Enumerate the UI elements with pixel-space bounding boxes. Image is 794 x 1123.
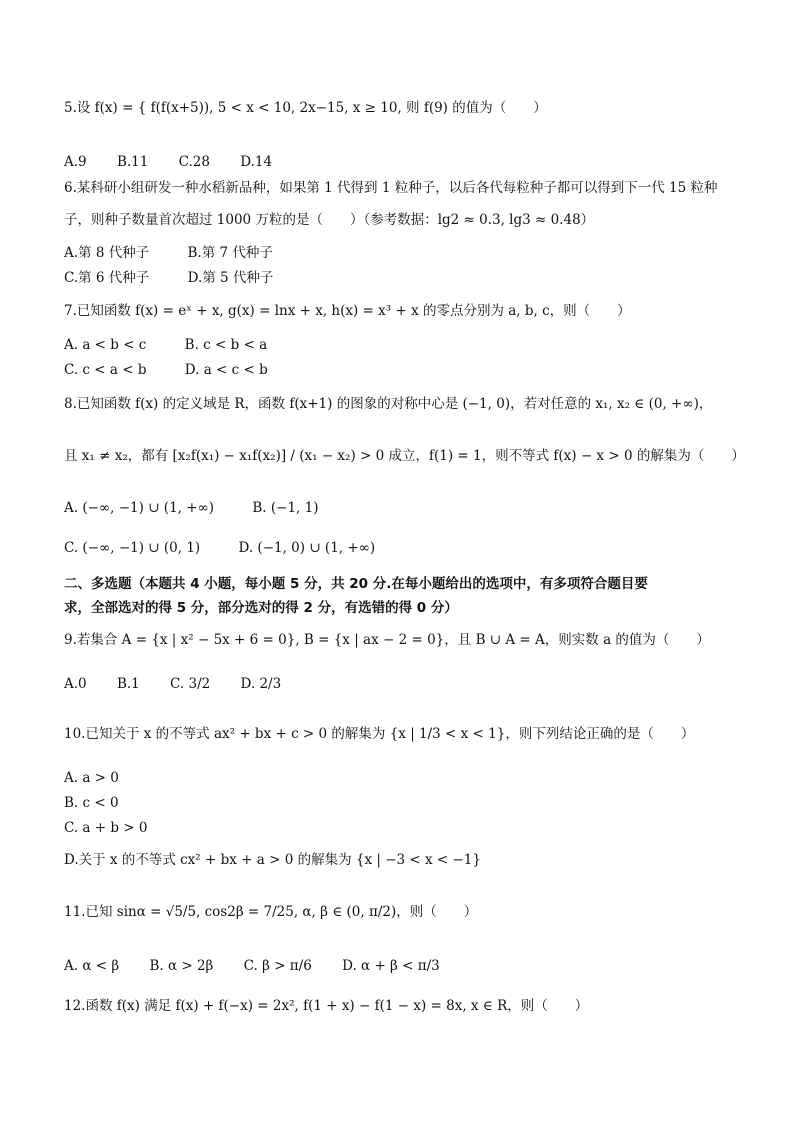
- question-5-option-d: D.14: [240, 154, 273, 170]
- question-8-line-2: 且 x₁ ≠ x₂，都有 [x₂f(x₁) − x₁f(x₂)] / (x₁ − x₂) > 0 成立，f(1) = 1，则不等式 f(x) − x > 0 的解集为（ ）: [64, 448, 745, 464]
- question-9-option-d: D. 2/3: [240, 676, 282, 692]
- question-7-stem: 7.已知函数 f(x) = eˣ + x, g(x) = lnx + x, h(x) = x³ + x 的零点分别为 a, b, c，则（ ）: [64, 303, 631, 319]
- question-8-options-row-1: [64, 500, 352, 516]
- question-6-option-d: D.第 5 代种子: [187, 270, 274, 286]
- question-12-stem: 12.函数 f(x) 满足 f(x) + f(−x) = 2x², f(1 + x) − f(1 − x) = 8x, x ∈ R，则（ ）: [64, 998, 589, 1014]
- question-8-option-d: D. (−1, 0) ∪ (1, +∞): [238, 540, 376, 556]
- question-10-option-c: C. a + b > 0: [64, 820, 148, 836]
- question-5: [64, 100, 547, 116]
- question-8-options-row-2: [64, 540, 409, 556]
- question-7-options-row-1: [64, 337, 301, 353]
- question-9-option-a: A.0: [64, 676, 87, 692]
- question-9-option-b: B.1: [116, 676, 140, 692]
- question-9-option-c: C. 3/2: [170, 676, 211, 692]
- question-10-option-a: A. a > 0: [64, 770, 119, 786]
- question-5-option-c: C.28: [178, 154, 210, 170]
- question-11-option-c: C. β > π/6: [243, 958, 312, 974]
- question-6-line-1: 6.某科研小组研发一种水稻新品种，如果第 1 代得到 1 粒种子，以后各代每粒种子都可以得到下一代 15 粒种: [64, 180, 718, 196]
- question-11-option-a: A. α < β: [64, 958, 120, 974]
- question-6-option-c: C.第 6 代种子: [64, 270, 150, 286]
- question-7-option-d: D. a < c < b: [184, 362, 268, 378]
- question-7-option-a: A. a < b < c: [64, 337, 147, 353]
- question-6-options-row-1: [64, 245, 307, 261]
- question-6-options-row-2: [64, 270, 307, 286]
- question-10-option-d: D.关于 x 的不等式 cx² + bx + a > 0 的解集为 {x | −3 < x < −1}: [64, 852, 481, 868]
- section-2-heading-line-1: 二、多选题（本题共 4 小题，每小题 5 分，共 20 分.在每小题给出的选项中，有多项符合题目要: [64, 576, 648, 592]
- question-7-options-row-2: [64, 362, 302, 378]
- section-2-heading-line-2: 求，全部选对的得 5 分，部分选对的得 2 分，有选错的得 0 分）: [64, 600, 458, 616]
- question-9-stem: 9.若集合 A = {x | x² − 5x + 6 = 0}, B = {x | ax − 2 = 0}，且 B ∪ A = A，则实数 a 的值为（ ）: [64, 632, 710, 648]
- question-10-stem: 10.已知关于 x 的不等式 ax² + bx + c > 0 的解集为 {x | 1/3 < x < 1}，则下列结论正确的是（ ）: [64, 726, 695, 742]
- question-9-options: [64, 676, 307, 692]
- question-7-option-c: C. c < a < b: [64, 362, 147, 378]
- question-5-option-a: A.9: [64, 154, 87, 170]
- question-11-option-d: D. α + β < π/3: [342, 958, 440, 974]
- question-6-option-b: B.第 7 代种子: [187, 245, 273, 261]
- question-11-options: [64, 958, 466, 974]
- question-5-options: [64, 154, 298, 170]
- question-10-option-b: B. c < 0: [64, 795, 119, 811]
- question-5-option-b: B.11: [116, 154, 149, 170]
- question-8-option-a: A. (−∞, −1) ∪ (1, +∞): [64, 500, 215, 516]
- question-6-line-2: 子，则种子数量首次超过 1000 万粒的是（ ）（参考数据：lg2 ≈ 0.3, lg3 ≈ 0.48）: [64, 212, 595, 228]
- question-8-option-c: C. (−∞, −1) ∪ (0, 1): [64, 540, 201, 556]
- question-8-line-1: 8.已知函数 f(x) 的定义域是 R，函数 f(x+1) 的图象的对称中心是 (−1, 0)，若对任意的 x₁, x₂ ∈ (0, +∞)，: [64, 396, 713, 412]
- question-8-option-b: B. (−1, 1): [252, 500, 319, 516]
- question-11-stem: 11.已知 sinα = √5/5, cos2β = 7/25, α, β ∈ (0, π/2)，则（ ）: [64, 904, 478, 920]
- question-6-option-a: A.第 8 代种子: [64, 245, 150, 261]
- question-5-stem: 5.设 f(x) = { f(f(x+5)), 5 < x < 10, 2x−15, x ≥ 10, 则 f(9) 的值为（ ）: [64, 100, 547, 116]
- question-7-option-b: B. c < b < a: [184, 337, 268, 353]
- question-11-option-b: B. α > 2β: [149, 958, 214, 974]
